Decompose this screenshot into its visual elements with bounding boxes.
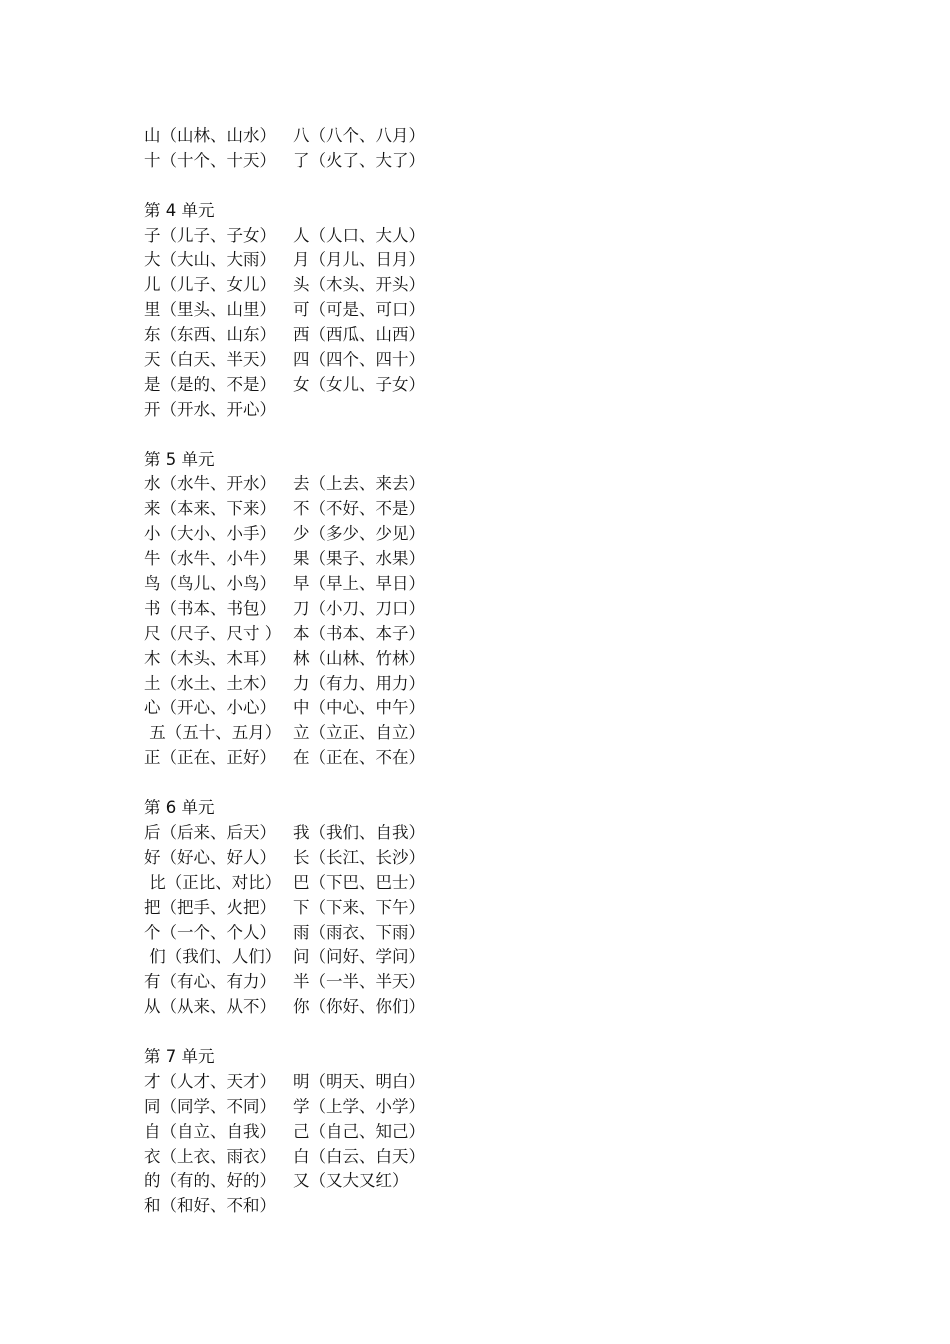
vocab-entry: 四（四个、四十） bbox=[293, 350, 425, 370]
vocab-entry: 好（好心、好人） bbox=[144, 847, 276, 867]
vocab-entry: 东（东西、山东） bbox=[144, 325, 276, 345]
spacer bbox=[144, 771, 844, 796]
vocab-row bbox=[144, 696, 844, 721]
vocab-entry: 果（果子、水果） bbox=[293, 549, 425, 569]
vocab-entry: 我（我们、自我） bbox=[293, 822, 425, 842]
vocab-row bbox=[144, 597, 844, 622]
vocab-row bbox=[144, 298, 844, 323]
vocab-entry: 正（正在、正好） bbox=[144, 748, 276, 768]
unit-6-heading: 第 6 单元 bbox=[144, 798, 215, 818]
vocab-row bbox=[144, 921, 844, 946]
unit-7-heading: 第 7 单元 bbox=[144, 1046, 215, 1066]
vocab-row bbox=[144, 1120, 844, 1145]
vocab-list bbox=[144, 124, 844, 1219]
vocab-row bbox=[144, 647, 844, 672]
vocab-entry: 立（立正、自立） bbox=[293, 723, 425, 743]
vocab-entry: 有（有心、有力） bbox=[144, 972, 276, 992]
vocab-row bbox=[144, 224, 844, 249]
vocab-entry: 明（明天、明白） bbox=[293, 1071, 425, 1091]
vocab-row bbox=[144, 373, 844, 398]
vocab-entry: 的（有的、好的） bbox=[144, 1171, 276, 1191]
vocab-entry: 问（问好、学问） bbox=[293, 947, 425, 967]
vocab-entry: 你（你好、你们） bbox=[293, 997, 425, 1017]
vocab-entry: 个（一个、个人） bbox=[144, 922, 276, 942]
vocab-entry: 同（同学、不同） bbox=[144, 1096, 276, 1116]
vocab-entry: 中（中心、中午） bbox=[293, 698, 425, 718]
vocab-entry: 天（白天、半天） bbox=[144, 350, 276, 370]
vocab-entry: 长（长江、长沙） bbox=[293, 847, 425, 867]
vocab-entry: 了（火了、大了） bbox=[293, 150, 425, 170]
vocab-entry: 又（又大又红） bbox=[293, 1171, 409, 1191]
vocab-entry: 自（自立、自我） bbox=[144, 1121, 276, 1141]
vocab-entry: 小（大小、小手） bbox=[144, 524, 276, 544]
vocab-entry: 半（一半、半天） bbox=[293, 972, 425, 992]
vocab-row bbox=[144, 821, 844, 846]
vocab-entry: 山（山林、山水） bbox=[144, 126, 276, 145]
vocab-entry: 是（是的、不是） bbox=[144, 374, 276, 394]
vocab-entry: 少（多少、少见） bbox=[293, 524, 425, 544]
vocab-entry: 头（木头、开头） bbox=[293, 275, 425, 295]
vocab-entry: 月（月儿、日月） bbox=[293, 250, 425, 270]
vocab-entry: 十（十个、十天） bbox=[144, 150, 276, 170]
vocab-row bbox=[144, 1194, 844, 1219]
vocab-entry: 五（五十、五月） bbox=[144, 723, 282, 743]
vocab-entry: 土（水土、土木） bbox=[144, 673, 276, 693]
spacer bbox=[144, 1020, 844, 1045]
unit-5-heading: 第 5 单元 bbox=[144, 449, 215, 469]
vocab-entry: 人（人口、大人） bbox=[293, 225, 425, 245]
vocab-row bbox=[144, 497, 844, 522]
vocab-entry: 心（开心、小心） bbox=[144, 698, 276, 718]
vocab-entry: 大（大山、大雨） bbox=[144, 250, 276, 270]
vocab-entry: 学（上学、小学） bbox=[293, 1096, 425, 1116]
vocab-row bbox=[144, 746, 844, 771]
vocab-entry: 刀（小刀、刀口） bbox=[293, 598, 425, 618]
vocab-entry: 不（不好、不是） bbox=[293, 499, 425, 519]
vocab-row bbox=[144, 522, 844, 547]
vocab-entry: 子（儿子、子女） bbox=[144, 225, 276, 245]
vocab-entry: 衣（上衣、雨衣） bbox=[144, 1146, 276, 1166]
vocab-row bbox=[144, 995, 844, 1020]
vocab-entry: 白（白云、白天） bbox=[293, 1146, 425, 1166]
vocab-row bbox=[144, 398, 844, 423]
vocab-entry: 在（正在、不在） bbox=[293, 748, 425, 768]
vocab-entry: 比（正比、对比） bbox=[144, 872, 282, 892]
vocab-row bbox=[144, 124, 844, 149]
vocab-entry: 去（上去、来去） bbox=[293, 474, 425, 494]
vocab-entry: 和（和好、不和） bbox=[144, 1196, 276, 1216]
vocab-row bbox=[144, 149, 844, 174]
vocab-entry: 鸟（鸟儿、小鸟） bbox=[144, 574, 276, 594]
vocab-entry: 可（可是、可口） bbox=[293, 300, 425, 320]
vocab-row bbox=[144, 945, 844, 970]
unit-4-heading: 第 4 单元 bbox=[144, 200, 215, 220]
vocab-entry: 下（下来、下午） bbox=[293, 897, 425, 917]
vocab-entry: 来（本来、下来） bbox=[144, 499, 276, 519]
vocab-row bbox=[144, 547, 844, 572]
vocab-entry: 从（从来、从不） bbox=[144, 997, 276, 1017]
vocab-entry: 西（西瓜、山西） bbox=[293, 325, 425, 345]
vocab-row bbox=[144, 472, 844, 497]
vocab-row bbox=[144, 1169, 844, 1194]
vocab-entry: 巴（下巴、巴士） bbox=[293, 872, 425, 892]
vocab-row bbox=[144, 896, 844, 921]
vocab-entry: 早（早上、早日） bbox=[293, 574, 425, 594]
vocab-entry: 林（山林、竹林） bbox=[293, 648, 425, 668]
vocab-entry: 力（有力、用力） bbox=[293, 673, 425, 693]
vocab-entry: 木（木头、木耳） bbox=[144, 648, 276, 668]
vocab-row bbox=[144, 348, 844, 373]
vocab-entry: 雨（雨衣、下雨） bbox=[293, 922, 425, 942]
vocab-row bbox=[144, 273, 844, 298]
vocab-row bbox=[144, 1095, 844, 1120]
vocab-row bbox=[144, 572, 844, 597]
vocab-row bbox=[144, 721, 844, 746]
vocab-entry: 书（书本、书包） bbox=[144, 598, 276, 618]
vocab-entry: 女（女儿、子女） bbox=[293, 374, 425, 394]
vocab-row bbox=[144, 871, 844, 896]
vocab-entry: 本（书本、本子） bbox=[293, 623, 425, 643]
vocab-row bbox=[144, 846, 844, 871]
spacer bbox=[144, 174, 844, 199]
vocab-entry: 开（开水、开心） bbox=[144, 399, 276, 419]
vocab-entry: 们（我们、人们） bbox=[144, 947, 282, 967]
vocab-entry: 水（水牛、开水） bbox=[144, 474, 276, 494]
vocab-entry: 里（里头、山里） bbox=[144, 300, 276, 320]
vocab-entry: 儿（儿子、女儿） bbox=[144, 275, 276, 295]
vocab-row bbox=[144, 622, 844, 647]
vocab-entry: 牛（水牛、小牛） bbox=[144, 549, 276, 569]
vocab-entry: 才（人才、天才） bbox=[144, 1071, 276, 1091]
vocab-row bbox=[144, 248, 844, 273]
vocab-row bbox=[144, 672, 844, 697]
vocab-entry: 尺（尺子、尺寸 ） bbox=[144, 623, 282, 643]
vocab-row bbox=[144, 970, 844, 995]
vocab-entry: 己（自己、知己） bbox=[293, 1121, 425, 1141]
vocab-entry: 把（把手、火把） bbox=[144, 897, 276, 917]
vocab-row bbox=[144, 323, 844, 348]
vocab-entry: 后（后来、后天） bbox=[144, 822, 276, 842]
vocab-row bbox=[144, 1145, 844, 1170]
vocab-entry: 八（八个、八月） bbox=[293, 126, 425, 145]
vocab-row bbox=[144, 1070, 844, 1095]
spacer bbox=[144, 423, 844, 448]
